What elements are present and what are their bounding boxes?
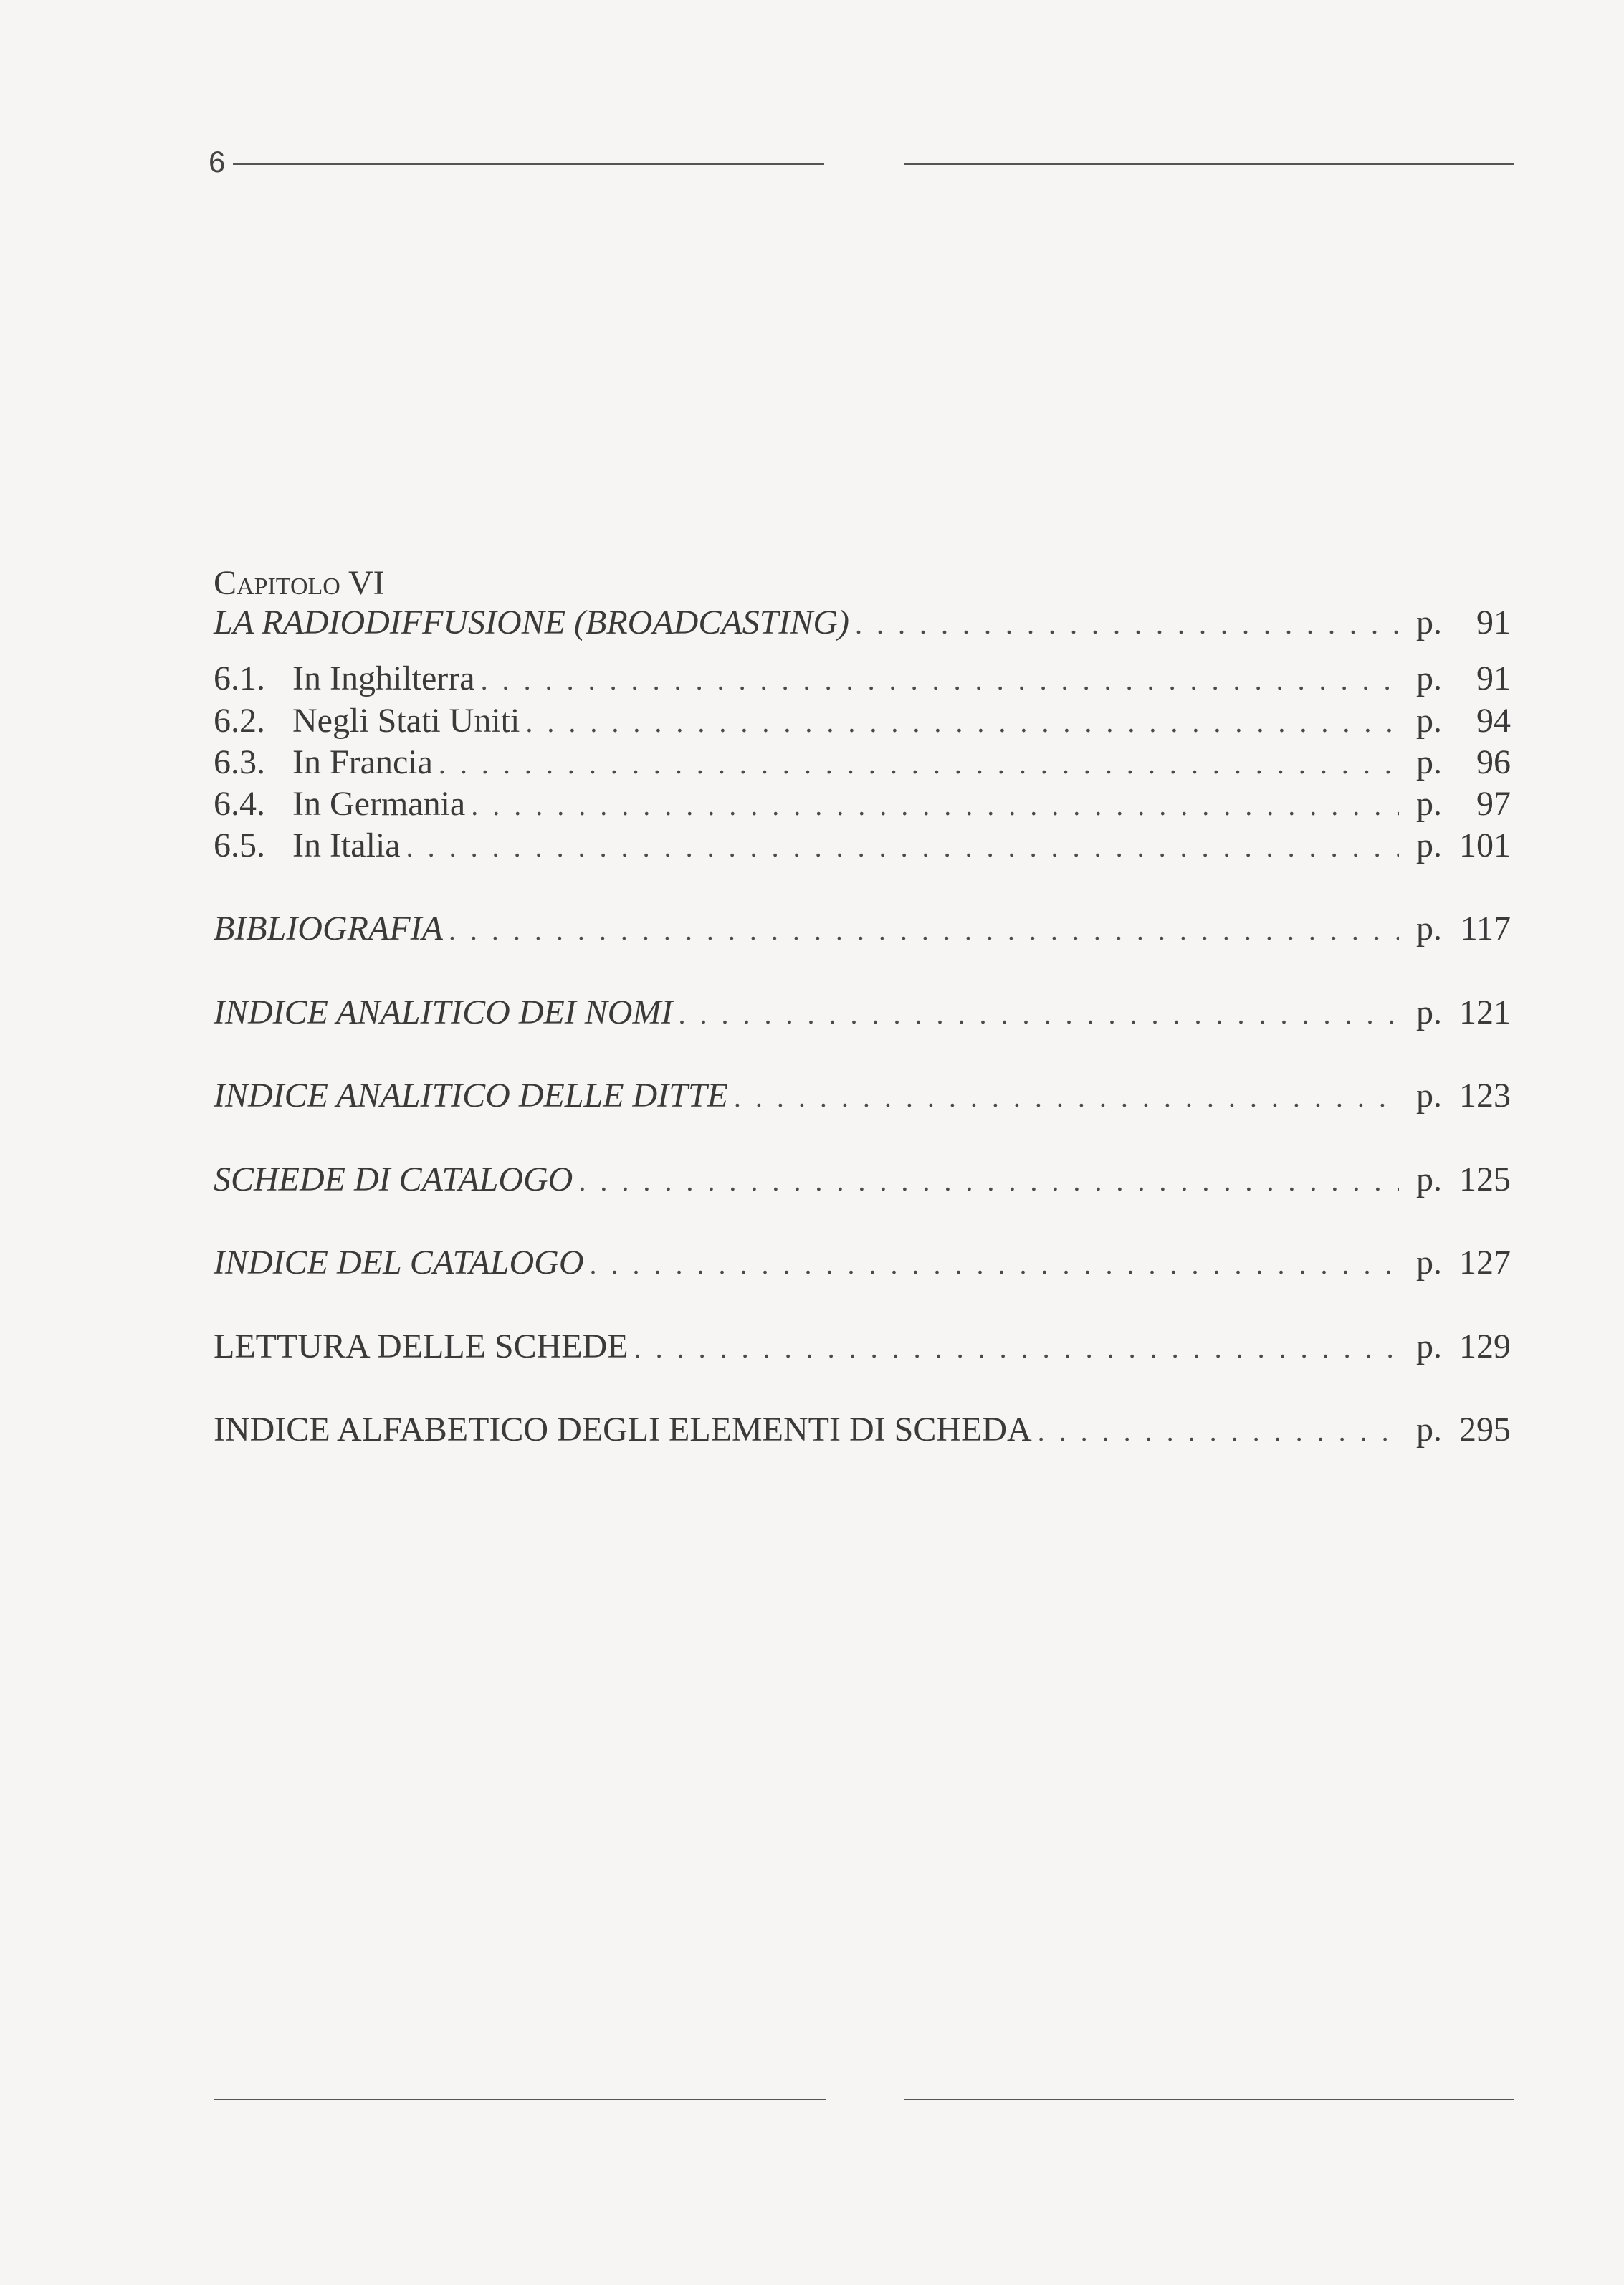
page-prefix: p. xyxy=(1416,702,1442,740)
section-number: 6.3. xyxy=(214,743,265,781)
page-prefix: p. xyxy=(1416,1327,1442,1365)
dot-leader xyxy=(525,708,1399,737)
section-title-group xyxy=(214,704,525,738)
toc-section-line[interactable] xyxy=(214,787,1511,821)
toc-entry-indice-nomi[interactable] xyxy=(214,993,1511,1031)
chapter-label xyxy=(214,566,385,601)
toc-section-line[interactable] xyxy=(214,745,1511,780)
dot-leader xyxy=(439,750,1399,778)
section-title: In Francia xyxy=(292,743,433,781)
entry-title: SCHEDE DI CATALOGO xyxy=(214,1160,573,1198)
page-prefix: p. xyxy=(1416,1411,1442,1449)
dot-leader xyxy=(678,1000,1399,1029)
section-title: In Germania xyxy=(292,785,466,823)
header-rule-left xyxy=(233,163,824,165)
entry-title: INDICE DEL CATALOGO xyxy=(214,1244,584,1282)
toc-section-line[interactable] xyxy=(214,659,1511,697)
section-title-group xyxy=(214,826,406,864)
dot-leader xyxy=(406,833,1399,862)
section-title-group xyxy=(214,745,439,780)
chapter-title: LA RADIODIFFUSIONE (BROADCASTING) xyxy=(214,604,849,641)
header-rule-right xyxy=(904,163,1514,165)
toc-entry-bibliografia[interactable] xyxy=(214,912,1511,946)
toc-entry-indice-alfabetico[interactable] xyxy=(214,1413,1511,1447)
dot-leader xyxy=(634,1334,1399,1363)
dot-leader xyxy=(855,610,1399,639)
toc-entry-indice-ditte[interactable] xyxy=(214,1079,1511,1113)
page-ref: 129 xyxy=(1459,1327,1511,1365)
chapter-roman-numeral: VI xyxy=(348,564,385,602)
section-title: In Inghilterra xyxy=(292,659,475,697)
section-number: 6.1. xyxy=(214,659,265,697)
toc-section-line[interactable] xyxy=(214,826,1511,864)
dot-leader xyxy=(1038,1417,1399,1446)
page-prefix: p. xyxy=(1416,785,1442,823)
page-ref: 91 xyxy=(1476,604,1511,641)
page-ref: 94 xyxy=(1476,702,1511,740)
entry-title: BIBLIOGRAFIA xyxy=(214,910,443,948)
section-title-group xyxy=(214,787,471,821)
page-ref: 127 xyxy=(1459,1244,1511,1282)
section-title-group xyxy=(214,659,481,697)
page-ref: 295 xyxy=(1459,1411,1511,1449)
page-ref: 123 xyxy=(1459,1077,1511,1115)
entry-title: LETTURA DELLE SCHEDE xyxy=(214,1327,629,1365)
page-ref: 96 xyxy=(1476,743,1511,781)
dot-leader xyxy=(481,666,1399,695)
page-prefix: p. xyxy=(1416,826,1442,864)
dot-leader xyxy=(578,1167,1399,1196)
page-ref: 125 xyxy=(1459,1160,1511,1198)
page-ref: 91 xyxy=(1476,659,1511,697)
chapter-label-word: Capitolo xyxy=(214,564,340,602)
dot-leader xyxy=(734,1083,1399,1112)
footer-rule-right xyxy=(904,2099,1514,2100)
toc-section-line[interactable] xyxy=(214,704,1511,738)
toc-chapter-title-line[interactable] xyxy=(214,606,1511,640)
page-prefix: p. xyxy=(1416,1244,1442,1282)
section-title: Negli Stati Uniti xyxy=(292,702,520,740)
entry-title: INDICE ALFABETICO DEGLI ELEMENTI DI SCHEDA xyxy=(214,1411,1032,1449)
page-prefix: p. xyxy=(1416,659,1442,697)
entry-title: INDICE ANALITICO DEI NOMI xyxy=(214,993,673,1031)
entry-title: INDICE ANALITICO DELLE DITTE xyxy=(214,1077,728,1115)
section-number: 6.5. xyxy=(214,826,265,864)
dot-leader xyxy=(590,1250,1400,1279)
dot-leader xyxy=(449,916,1399,945)
section-number: 6.4. xyxy=(214,785,265,823)
footer-rule-left xyxy=(214,2099,826,2100)
toc-entry-indice-catalogo[interactable] xyxy=(214,1246,1511,1280)
toc-entry-schede-catalogo[interactable] xyxy=(214,1160,1511,1198)
section-number: 6.2. xyxy=(214,702,265,740)
page-ref: 121 xyxy=(1459,993,1511,1031)
page-ref: 101 xyxy=(1459,826,1511,864)
page-prefix: p. xyxy=(1416,604,1442,641)
page-ref: 97 xyxy=(1476,785,1511,823)
page-ref: 117 xyxy=(1460,910,1511,948)
page-prefix: p. xyxy=(1416,910,1442,948)
page-number: 6 xyxy=(209,145,226,178)
page-prefix: p. xyxy=(1416,993,1442,1031)
dot-leader xyxy=(471,791,1399,820)
page-prefix: p. xyxy=(1416,743,1442,781)
page-prefix: p. xyxy=(1416,1077,1442,1115)
toc-entry-lettura-schede[interactable] xyxy=(214,1327,1511,1365)
section-title: In Italia xyxy=(292,826,401,864)
page-prefix: p. xyxy=(1416,1160,1442,1198)
